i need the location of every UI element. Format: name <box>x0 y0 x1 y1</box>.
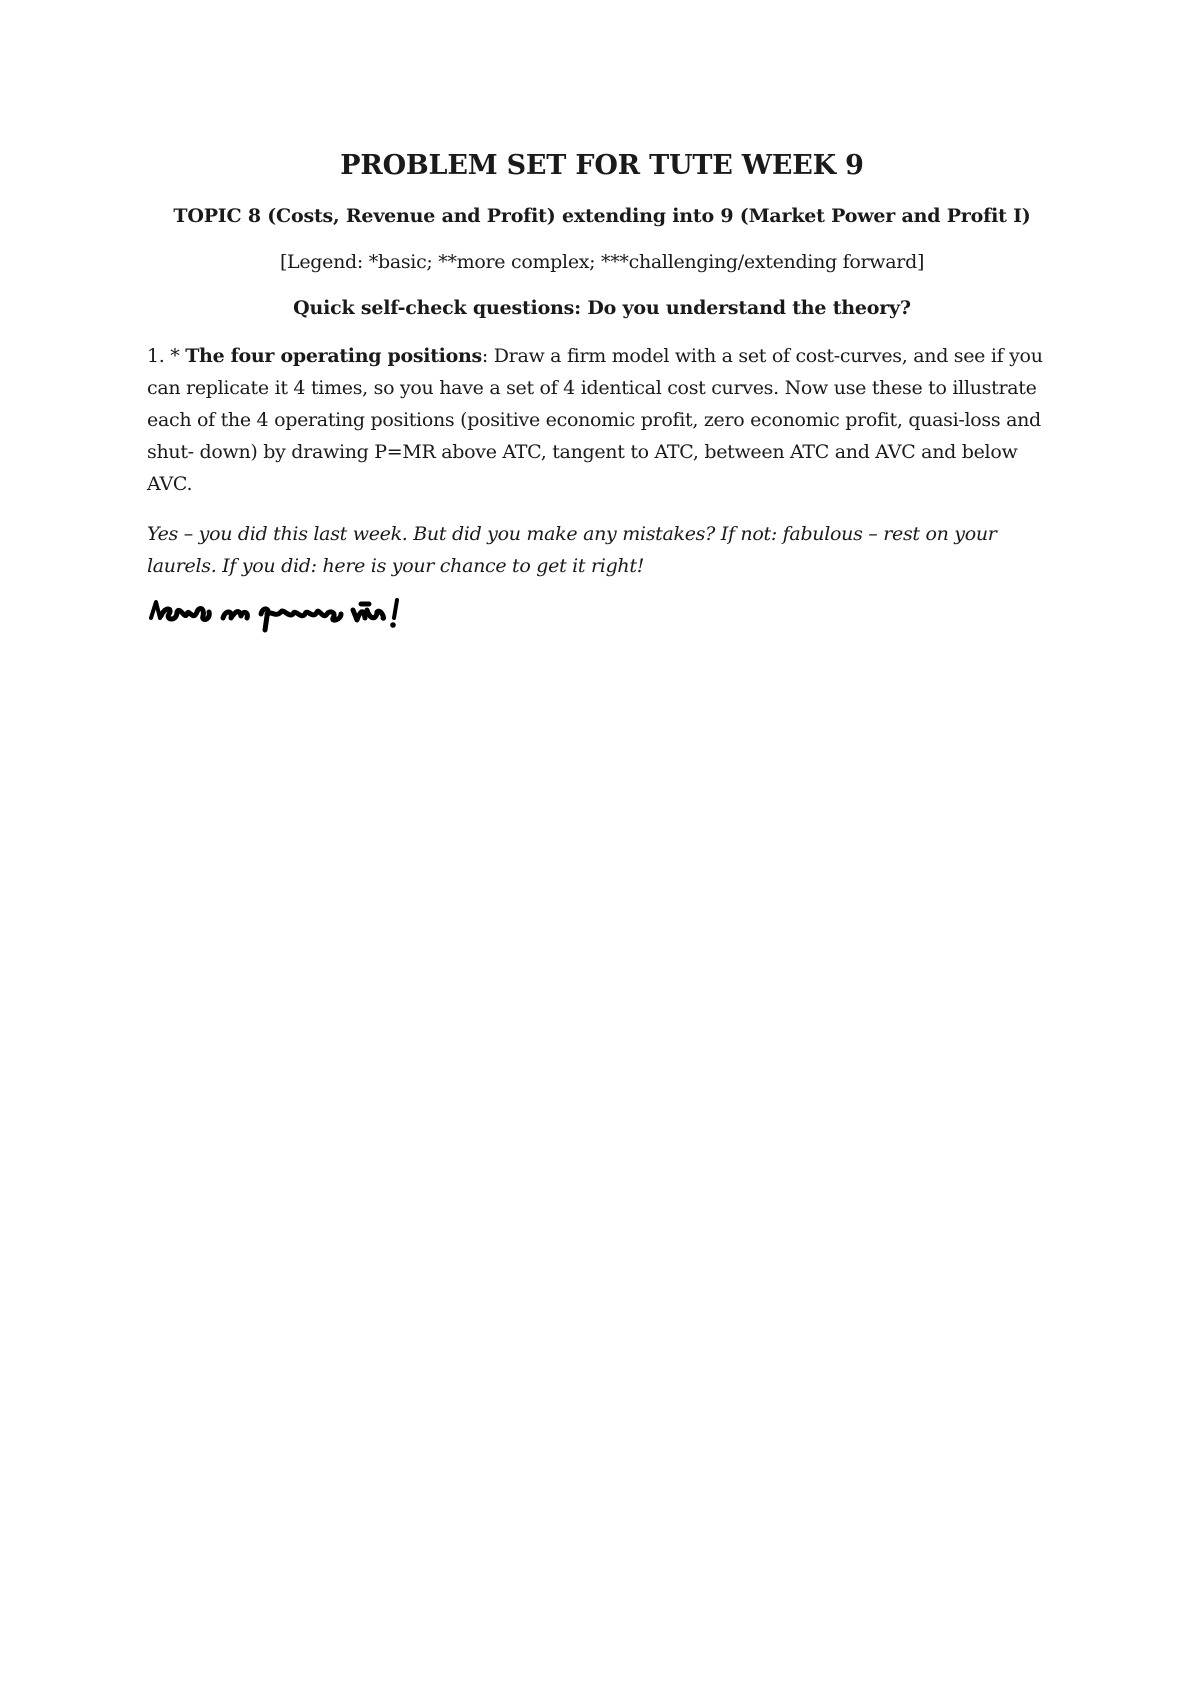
section-heading: Quick self-check questions: Do you understand the theory? <box>293 297 911 319</box>
question-1-number: 1. * <box>147 345 186 367</box>
topic-subtitle: TOPIC 8 (Costs, Revenue and Profit) extending into 9 (Market Power and Profit I) <box>173 205 1031 227</box>
page-title: PROBLEM SET FOR TUTE WEEK 9 <box>340 150 864 181</box>
handwritten-annotation <box>147 596 407 636</box>
question-1 <box>147 340 1057 500</box>
difficulty-legend: [Legend: *basic; **more complex; ***challenging/extending forward] <box>279 251 925 273</box>
question-1-body: : Draw a firm model with a set of cost-curves, and see if you can replicate it 4 times, so you have a set of 4 identical cost curves. Now use these to illustrate each of the 4 operating positions (positive economic profit, zero economic profit, quasi-loss and shut- down) by drawing P=MR above ATC, tangent to ATC, between ATC and AVC and below AVC. <box>147 345 1043 495</box>
document-content <box>147 148 1057 636</box>
question-1-heading: The four operating positions <box>185 345 482 367</box>
italic-note: Yes – you did this last week. But did you make any mistakes? If not: fabulous – rest on your laurels. If you did: here is your chance to get it right! <box>147 523 997 577</box>
